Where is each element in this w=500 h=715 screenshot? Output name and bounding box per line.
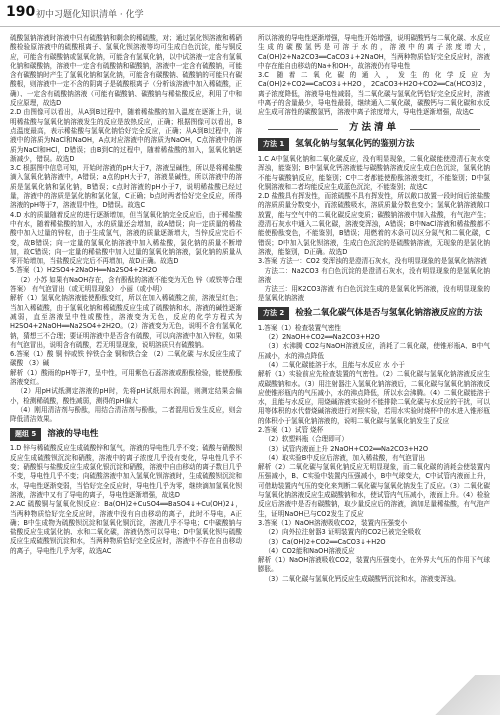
method-tag: 方法 1	[258, 138, 289, 151]
explanation-paragraph: 解析（2）二氧化碳与氢氧化钠反应无明显现象，而二氧化碳的消耗会使装置内压强减小，B、C实验中装置内压强减小，B中气球变大，C中试管内液面上升，可借助装置内气压的变化来判断二氧化碳与氢氧化钠发生了反应。（3）二氧化碳与氢氧化钠溶液反应生成碳酸钠和水，使试管内气压减小，液面上升。（4）检验反应后溶液中是否有碳酸钠，取少量反应后的溶液，滴加足量稀盐酸，有气泡产生，证明NaOH已与CO2发生了反应	[258, 463, 490, 518]
method-tag: 方法 2	[258, 307, 289, 320]
answer-paragraph: 3.答案（1）NaOH溶液吸收CO2，装置内压强变小	[258, 518, 408, 527]
explanation-paragraph: 解析（1）酸雨的pH等于7，呈中性，可用紫色石蕊溶液或酚酞检验，能使酚酞溶液变红。	[10, 368, 242, 386]
series-title: 初中习题化知识清单 · 化学	[36, 10, 144, 20]
answer-paragraph: 1.答案（1）检查装置气密性	[258, 323, 342, 332]
answer-paragraph: （3）水沸腾 CO2与NaOH溶液反应，消耗了二氧化碳，使锥形瓶A、B中气压减小，水的沸点降低	[258, 342, 490, 360]
answer-paragraph: （4）取实验B中反应后溶液，加入稀盐酸，有气泡冒出	[264, 453, 425, 462]
answer-paragraph: （2）2NaOH+CO2══Na2CO3+H2O	[264, 333, 380, 342]
page-number: 190	[6, 4, 36, 20]
answer-paragraph: 6.答案（1）酸 铜 锌或铁 锌铁合金 铜和铁合金 （2）二氧化碳 与水反应生成了碳酸 （3）碱	[10, 350, 242, 368]
method-title: 氢氧化钠与氢氧化钙的鉴别方法	[295, 139, 415, 150]
answer-paragraph: （4）CO2能和NaOH溶液反应	[264, 546, 355, 555]
answer-paragraph: 2.D 由图像可以看出，从A到B过程中，随着稀盐酸的加入温度在逐渐上升，说明稀盐酸与氢氧化钠溶液发生的反应是放热反应，正确；根据图像可以看出，B点温度最高，表示稀盐酸与氢氧化钠恰好完全反应，正确；从A到B过程中，溶液中的溶质为NaCl和NaOH，A点对应溶液中的溶质为NaOH，C点溶液中的溶质为NaCl和HCl，D错误；由B到C的过程中，随着稀盐酸的加入，氢氧化钠逐渐减少，错误。故选D	[10, 108, 242, 163]
explanation-paragraph: （3）二氧化碳与氢氧化钙反应生成碳酸钙沉淀和水，溶液变浑浊。	[264, 574, 461, 583]
explanation-paragraph: （4）刚用清洁剂与酚酞，用结合清洁剂与酚酞，二者混用后发生反应，则会降低清洁效果。	[10, 405, 242, 424]
answer-paragraph: 3.答案 方法一：CO2 变浑浊的是澄清石灰水，没有明显现象的是氢氧化钠溶液	[258, 257, 487, 266]
section-tag: 题组 5	[10, 428, 41, 441]
method-title: 检验二氧化碳气体是否与氢氧化钠溶液反应的方法	[295, 308, 483, 319]
answer-paragraph: 方法二：Na2CO3 有白色沉淀的是澄清石灰水，没有明显现象的是氢氧化钠溶液	[258, 266, 490, 284]
explanation-paragraph: 解析（1）NaOH溶液吸收CO2，装置内压强变小，在外界大气压的作用下气球膨胀。	[258, 556, 490, 574]
explanation-paragraph: （2）用pH试纸测定溶液的pH时，先将pH试纸用水润湿，则测定结果会偏小，检测稀硫酸，酸性减弱，测得的pH偏大	[10, 387, 242, 405]
answer-paragraph: 1.C A中氢氧化钠和二氧化碳反应，没有明显现象，二氧化碳能使澄清石灰水变浑浊，能鉴别；B中氢氧化钙溶液能与碳酸钠溶液反应生成白色沉淀，氢氧化钠不能与碳酸钠反应，能鉴别；C中二者都能使酚酞溶液变红，不能鉴别；D中氯化铜溶液和二者均能反应生成蓝色沉淀，不能鉴别；故选C	[258, 154, 490, 191]
page-curl-corner	[410, 675, 500, 715]
answer-paragraph: （3）试管内液面上升 2NaOH+CO2══Na2CO3+H2O	[264, 444, 429, 453]
answer-paragraph: 4.D 水的质量随着反应的进行逐渐增加，但当氢氧化钠完全反应后，由于稀盐酸中有水，随着稀盐酸的加入，水的质量还会增加，故A错误；向一定质量的稀盐酸中加入过量的锌粒，由于生成氢气，溶液的质量逐渐增大，当锌反应完后不变，故B错误；向一定量的氢氧化钠溶液中加入稀盐酸，氯化钠的质量不断增加，故C错误；向一定量的稀盐酸中加入过量的氢氧化钠溶液，氯化钠的质量从零开始增加，当盐酸反应完后不再增加，故D正确。故选D	[10, 210, 242, 266]
answer-paragraph: 所以溶液的导电性逐渐增强，导电性开始增强，说明碳酸钙与二氧化碳、水反应生成的碳酸氢钙是可溶于水的，溶液中的离子浓度增大，Ca(OH)2+Na2CO3══CaCO3↓+2NaOH，当两种物质恰好完全反应时，溶液中存在能自由移动的Na+和OH-，故溶液仍有导电性	[258, 34, 490, 70]
page-header	[0, 0, 500, 27]
answer-paragraph: 3.C 根据图中信息可知，开始时溶液的pH大于7，溶液呈碱性，所以是将稀盐酸滴入氢氧化钠溶液中，A错误；a点的pH大于7，溶液显碱性，所以溶液中的溶质是氢氧化钠和氯化钠，B错误；c点时溶液的pH小于7，说明稀盐酸已经过量，溶液中的溶质是氯化钠和氯化氢，C正确；b点时两者恰好完全反应，所得溶液的pH等于7，溶液显中性，D错误。故选C	[10, 164, 242, 210]
answer-paragraph: （2）软塑料瓶（合理即可）	[264, 435, 348, 444]
explanation-paragraph: 解析（1）氢氧化钠溶液能使酚酞变红，所以在加入稀硫酸之前，溶液呈红色；当加入稀硫酸，由于氢氧化钠和稀硫酸反应生成了硫酸钠和水，溶液的碱性逐渐减弱，直至溶液呈中性或酸性，溶液变为无色，反应的化学方程式为H2SO4+2NaOH══Na2SO4+2H2O。（2）溶液变为无色，说明不含有氢氧化钠，猜想三不合理；要证明溶液中是否含有硫酸，可以向溶液中加入锌粒，如果有气泡冒出，说明含有硫酸，若无明显现象，说明溶质只有硫酸钠。	[10, 294, 242, 349]
answer-paragraph: 1.D 锌与稀硫酸反应生成硫酸锌和氢气，溶液的导电性几乎不变；硫酸与硝酸钡反应生成硫酸钡沉淀和硝酸，溶液中的离子浓度几乎没有变化，导电性几乎不变；硝酸银与盐酸反应生成氯化银沉淀和硝酸，溶液中自由移动的离子数目几乎不变，导电性几乎不变；向硫酸溶液中加入氢氧化钡溶液时，生成硫酸钡沉淀和水，导电性逐渐变弱，当恰好完全反应时，导电性几乎为零，继续滴加氢氧化钡溶液，溶液中又有了导电的离子，导电性逐渐增强，故选D	[10, 444, 242, 499]
answer-paragraph: 2.答案（1）试管 烧杯	[258, 425, 324, 434]
answer-paragraph: 5.答案（1）H2SO4+2NaOH══Na2SO4+2H2O	[10, 266, 158, 275]
answer-paragraph: （3）Ca(OH)2+CO2══CaCO3↓+H2O	[264, 537, 386, 546]
answer-paragraph: （4）二氧化碳能溶于水，且能与水反应 水 小于	[264, 360, 405, 369]
answer-paragraph: （2）小苏 如果有NaOH存在，含有酚酞的溶液不能变为无色 锌（或铁等合理答案） 有气泡冒出（或无明显现象） 小丽（或小明）	[10, 275, 242, 294]
answer-paragraph: 硫酸氢钠溶液时溶液中只有硫酸钠和剩余的稀硫酸，对；通过氯化钡溶液和稀硝酸检验原溶液中的硫酸根离子、氢氧化钡溶液等均可生成白色沉淀，能与铜反应，可能含有碳酸钠或氢氧化钠，可能含有氢氧化钠，以中试溶液一定含有氢氧化钠和碳酸钠，溶液中一定含有硫酸钠和碳酸钠，溶液中一定含有硫酸钠，可能含有碳酸钠时产生了氢氧化钠和氯化钠，可能含有碳酸钠、硫酸钠的可能只有碳酸根，则溶液中一定不含的阴离子是硫酸根离子（分析该溶液中加入稀硫酸，正确）、一定含有硫酸钠溶液（可能有碳酸钠、碳酸钠与稀盐酸反应，利用了中和反应原理，故选D	[10, 34, 242, 108]
answer-paragraph: 方法三：用K2CO3溶液 有白色沉淀生成的是氢氧化钙溶液，没有明显现象的是氢氧化钠溶液	[258, 285, 490, 303]
answer-paragraph: （2）向外拉注射器3 证明装置内的CO2已被完全吸收	[264, 528, 421, 537]
method-list-banner: 方法清单	[258, 123, 490, 132]
method-heading	[258, 307, 490, 321]
answer-paragraph: 3.C 随着二氧化碳的通入，发生的化学反应为Ca(OH)2+CO2══CaCO3↓+H2O，2CaCO3+H2O+CO2══Ca(HCO3)2，离子浓度降低，溶液导电性减弱，当二氧化碳与氢氧化钙恰好完全反应时，溶液中离子的含量最少，导电性最弱，继续通入二氧化碳，碳酸钙与二氧化碳和水反应生成可溶性的碳酸氢钙，溶液中离子浓度增大，导电性逐渐增强，故选C	[258, 71, 490, 117]
answer-paragraph: 2.AC 硫酸铜与氢氧化钡反应：Ba(OH)2+CuSO4══BaSO4↓+Cu(OH)2↓，当两种物质恰好完全反应时，溶液中没有自由移动的离子，此时不导电，A正确；B中生成物为硫酸钡沉淀和氢氧化铜沉淀，溶液几乎不导电；C中碳酸钠与盐酸反应生成氯化钠、水和二氧化碳，溶液仍然可以导电；D中氢氧化钡与硫酸反应生成硫酸钡沉淀和水，当两种物质恰好完全反应时，溶液中不存在自由移动的离子，导电性几乎为零，故选AC	[10, 500, 242, 555]
answer-paragraph: 2.D 盐酸具有挥发性，而浓硫酸不具有挥发性，所以敞口放置一段时间后浓盐酸的溶质质量分数变小，而浓硫酸吸水，溶质质量分数也变小；氢氧化钠溶液敞口放置，能与空气中的二氧化碳反应变质；碳酸钠溶液中加入盐酸，有气泡产生；澄清石灰水中通入二氧化碳，溶液变浑浊，A错误；B中NaCl溶液和稀盐酸都不能使酚酞变色，不能鉴别，B错误；用燃着的木条可以区分氮气和二氧化碳，C错误；D中加入氯化钡溶液，生成白色沉淀的是硫酸钠溶液，无现象的是氯化钠溶液，能鉴别，D正确。故选D	[258, 192, 490, 256]
left-column	[10, 34, 242, 556]
method-heading	[258, 138, 490, 152]
right-column	[258, 34, 490, 584]
explanation-paragraph: 解析（1）实验前应先检查装置的气密性。（2）二氧化碳与氢氧化钠溶液反应生成碳酸钠和水。（3）用注射器注入氢氧化钠溶液后，二氧化碳与氢氧化钠溶液反应使锥形瓶内的气压减小，水的沸点降低，所以水会沸腾。（4）二氧化碳能溶于水，且能与水反应，用烧碱溶液实验时不能排除二氧化碳与水反应的干扰，可以用等体积的水代替烧碱溶液进行对照实验，若用水实验时烧杯中的水进入锥形瓶的体积小于氢氧化钠溶液的，说明二氧化碳与氢氧化钠发生了反应	[258, 370, 490, 425]
section-heading	[10, 427, 242, 441]
section-title: 溶液的导电性	[47, 428, 99, 439]
